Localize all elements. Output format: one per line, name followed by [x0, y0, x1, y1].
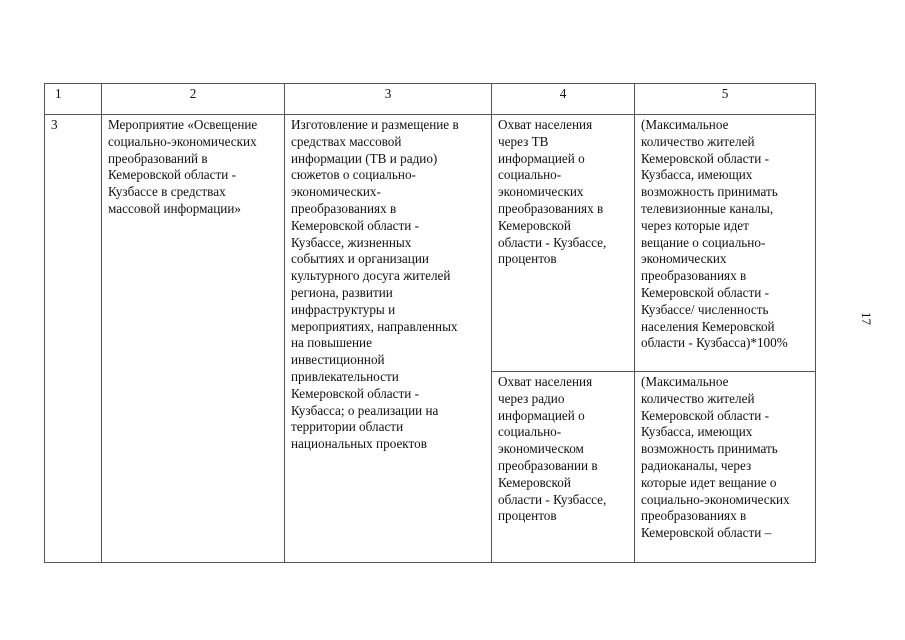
header-col-5: 5	[635, 84, 816, 115]
table-row	[45, 115, 816, 372]
indicator-radio-cell: Охват населения через радио информацией о социально- экономическом преобразовании в Кемеровской области - Кузбассе, процентов	[492, 372, 635, 563]
page-number: 17	[859, 312, 874, 325]
header-col-3: 3	[285, 84, 492, 115]
formula-radio-cell: (Максимальное количество жителей Кемеровской области - Кузбасса, имеющих возможность принимать радиоканалы, через которые идет вещание о социально-экономических преобразованиях в Кемеровской области –	[635, 372, 816, 563]
header-col-2: 2	[102, 84, 285, 115]
header-col-1: 1	[45, 84, 102, 115]
formula-tv-cell: (Максимальное количество жителей Кемеровской области - Кузбасса, имеющих возможность принимать телевизионные каналы, через которые идет вещание о социально- экономических преобразованиях в Кемеровской области - Кузбассе/ численность населения Кемеровской области - Кузбасса)*100%	[635, 115, 816, 372]
event-description-cell: Изготовление и размещение в средствах массовой информации (ТВ и радио) сюжетов о социально- экономических- преобразованиях в Кемеровской области - Кузбассе, жизненных событиях и организации культурного досуга жителей региона, развитии инфраструктуры и мероприятиях, направленных на повышение инвестиционной привлекательности Кемеровской области - Кузбасса; о реализации на территории области национальных проектов	[285, 115, 492, 563]
row-number-cell: 3	[45, 115, 102, 563]
table-header-row	[45, 84, 816, 115]
header-col-4: 4	[492, 84, 635, 115]
event-name-cell: Мероприятие «Освещение социально-экономических преобразований в Кемеровской области - Кузбассе в средствах массовой информации»	[102, 115, 285, 563]
indicator-tv-cell: Охват населения через ТВ информацией о социально- экономических преобразованиях в Кемеровской области - Кузбассе, процентов	[492, 115, 635, 372]
indicator-table	[44, 83, 816, 563]
